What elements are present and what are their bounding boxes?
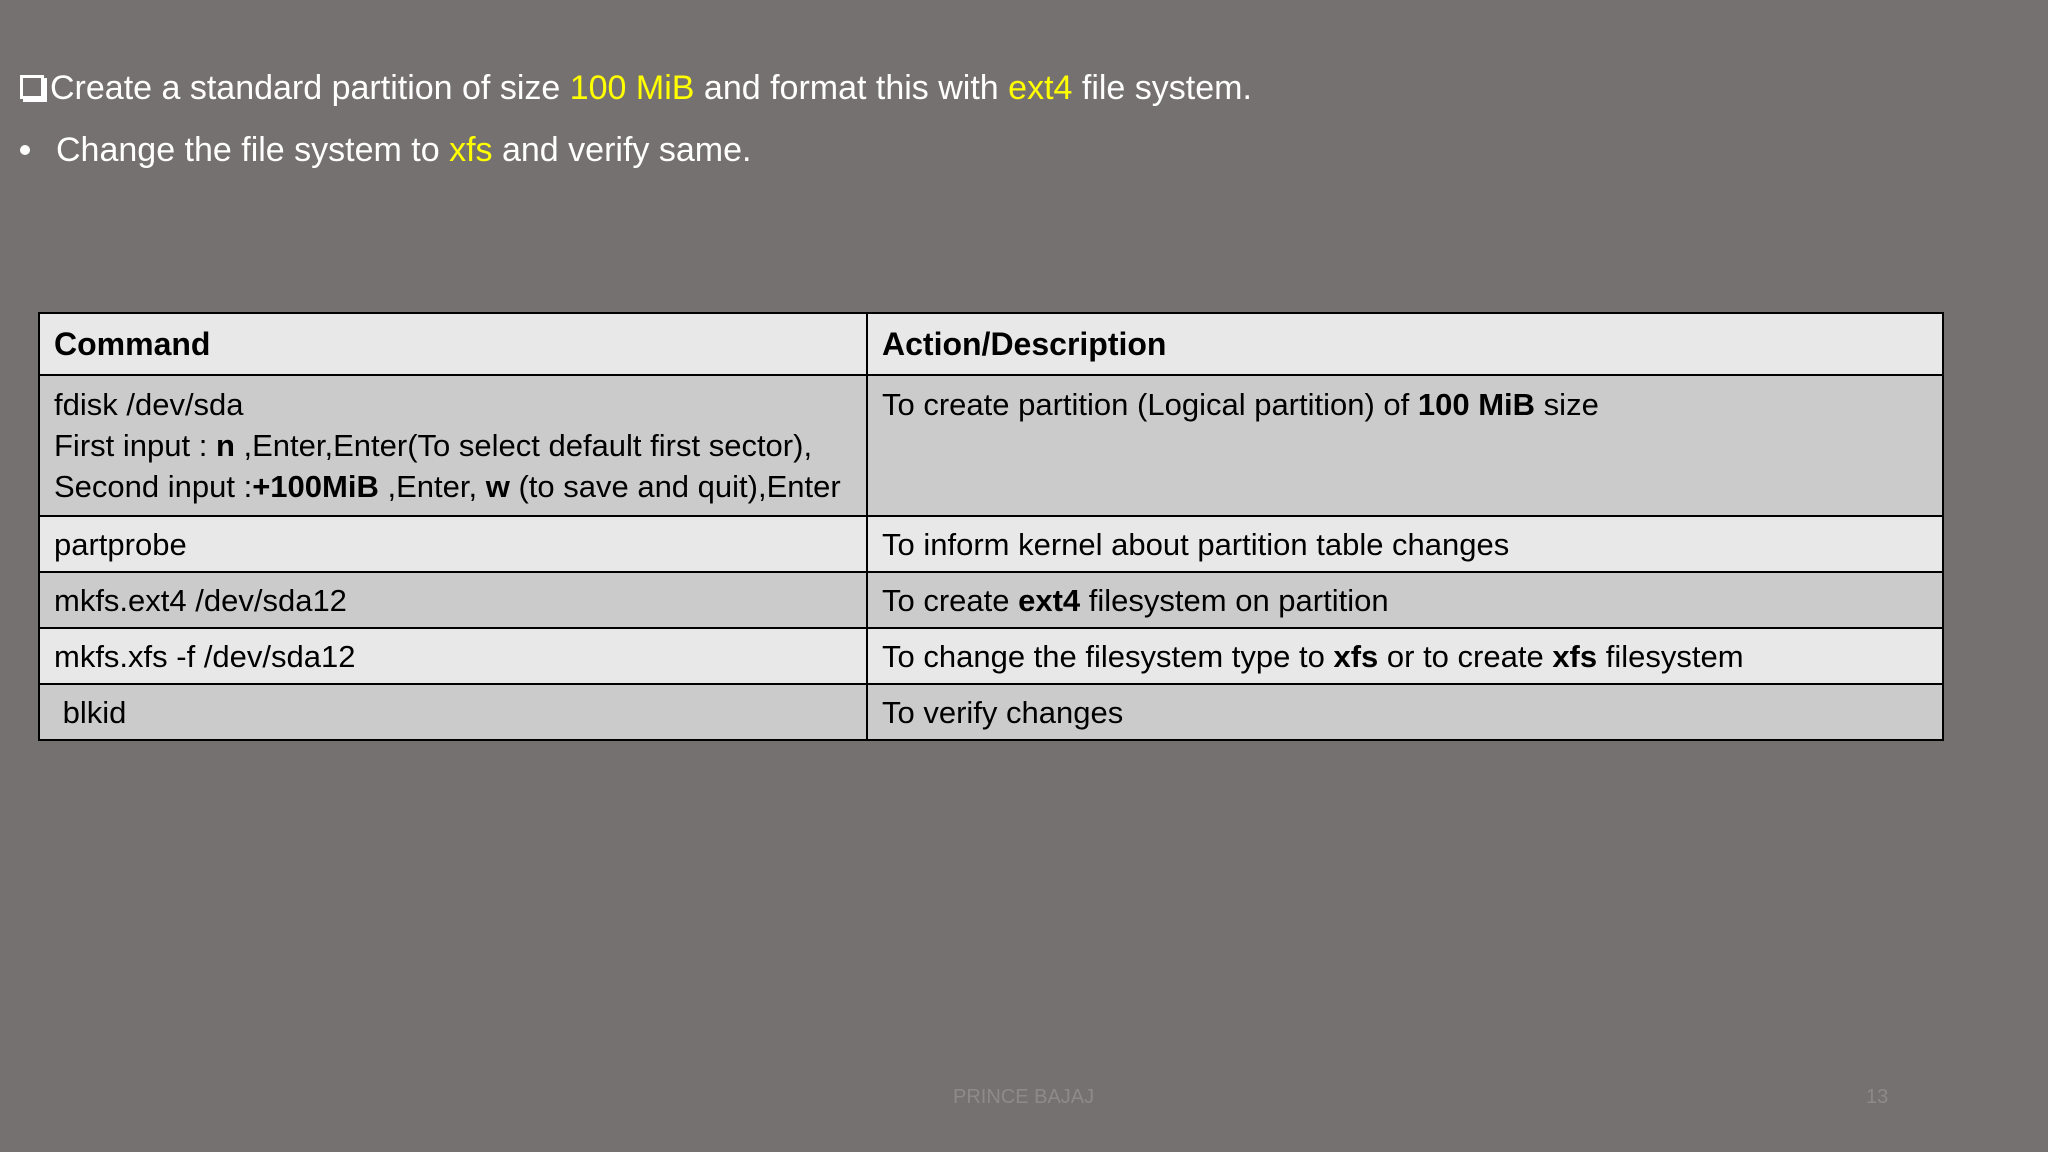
cell-description: To change the filesystem type to xfs or to create xfs filesystem	[867, 628, 1943, 684]
footer-author: PRINCE BAJAJ	[953, 1086, 1095, 1108]
cell-command: partprobe	[39, 516, 867, 572]
table-row	[39, 684, 1943, 740]
slide-number: 13	[1866, 1086, 1889, 1108]
table-row	[39, 375, 1943, 516]
cell-command: mkfs.xfs -f /dev/sda12	[39, 628, 867, 684]
command-line: fdisk /dev/sda	[54, 387, 244, 422]
command-table	[38, 312, 1944, 741]
table-row	[39, 572, 1943, 628]
highlight-size: 100 MiB	[569, 69, 695, 107]
bullet-change-fs	[16, 128, 1976, 172]
highlight-ext4: ext4	[1008, 69, 1073, 107]
checkbox-icon	[20, 75, 44, 99]
bullet-dot-icon	[20, 145, 30, 155]
command-line: First input : n ,Enter,Enter(To select default first sector),	[54, 428, 813, 463]
cell-description: To create partition (Logical partition) of 100 MiB size	[867, 375, 1943, 516]
table-row	[39, 516, 1943, 572]
table-row	[39, 628, 1943, 684]
bullet-create-partition	[16, 66, 1976, 110]
cell-command: blkid	[39, 684, 867, 740]
cell-description: To create ext4 filesystem on partition	[867, 572, 1943, 628]
highlight-xfs: xfs	[449, 131, 493, 169]
bullet-text-2: Change the file system to xfs and verify same.	[56, 131, 752, 169]
bullet-text-1: Create a standard partition of size 100 MiB and format this with ext4 file system.	[50, 69, 1252, 107]
command-line: Second input :+100MiB ,Enter, w (to save and quit),Enter	[54, 469, 841, 504]
cell-description: To inform kernel about partition table changes	[867, 516, 1943, 572]
header-description: Action/Description	[867, 313, 1943, 375]
cell-description: To verify changes	[867, 684, 1943, 740]
cell-command: mkfs.ext4 /dev/sda12	[39, 572, 867, 628]
header-command: Command	[39, 313, 867, 375]
slide-bullets	[16, 66, 1976, 190]
table-header-row	[39, 313, 1943, 375]
cell-command	[39, 375, 867, 516]
